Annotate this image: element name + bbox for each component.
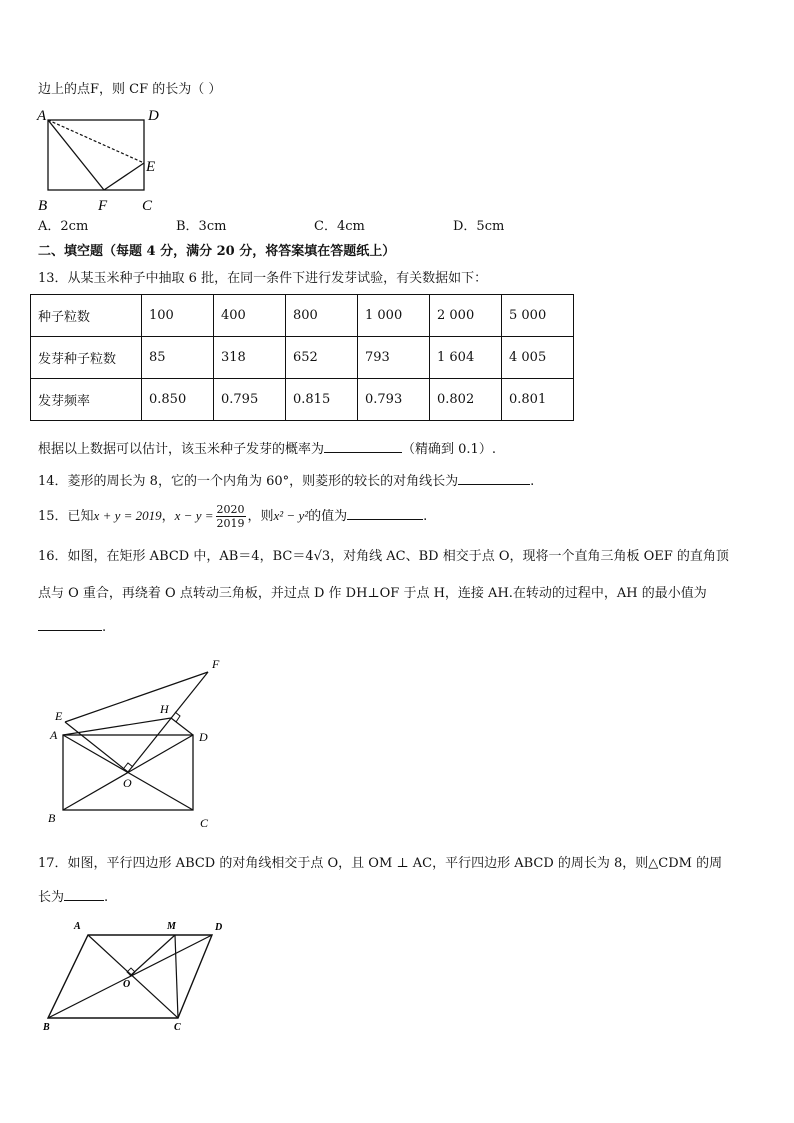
- q16-label-f: F: [212, 657, 220, 671]
- q17-line2-end: .: [104, 890, 109, 905]
- table-cell: 0.795: [214, 379, 286, 421]
- table-cell: 793: [358, 337, 430, 379]
- q16-end: .: [102, 620, 107, 635]
- table-cell: 种子粒数: [31, 295, 142, 337]
- q15-answer-blank[interactable]: [347, 507, 423, 520]
- table-cell: 0.850: [142, 379, 214, 421]
- table-cell: 发芽种子粒数: [31, 337, 142, 379]
- table-cell: 0.793: [358, 379, 430, 421]
- table-cell: 318: [214, 337, 286, 379]
- q17-label-a: A: [74, 921, 81, 932]
- q16-label-a: A: [50, 728, 58, 742]
- q15-post-pre-blank: 的值为: [308, 509, 348, 524]
- q12-stem-tail: 边上的点F，则 CF 的长为（ ）: [38, 82, 222, 97]
- q17-line1: 17．如图，平行四边形 ABCD 的对角线相交于点 O，且 OM ⊥ AC，平行四边形 ABCD 的周长为 8，则△CDM 的周: [38, 856, 723, 871]
- q15-mid: ，则: [247, 509, 274, 524]
- q16-label-b: B: [48, 811, 56, 825]
- q15-eq1: x + y = 2019: [93, 508, 162, 523]
- q15-pre: 15．已知: [38, 509, 94, 524]
- q13-answer-blank[interactable]: [324, 440, 402, 453]
- q16-label-h: H: [160, 702, 169, 716]
- q15-fraction: [216, 503, 246, 530]
- q16-line3: [38, 618, 106, 636]
- q12-label-e: E: [146, 159, 156, 175]
- q12-option-d: D．5cm: [453, 219, 505, 234]
- q13-stem: 13．从某玉米种子中抽取 6 批，在同一条件下进行发芽试验，有关数据如下：: [38, 271, 488, 286]
- q16-answer-blank[interactable]: [38, 618, 102, 631]
- table-cell: 85: [142, 337, 214, 379]
- q15-frac-num: 2020: [216, 503, 245, 516]
- q15-end: .: [423, 509, 428, 524]
- q12-option-c: C．4cm: [314, 219, 365, 234]
- q16-label-o: O: [123, 776, 132, 790]
- table-cell: 1 000: [358, 295, 430, 337]
- q17-answer-blank[interactable]: [64, 888, 104, 901]
- q17-label-b: B: [43, 1022, 50, 1033]
- q16-figure: [40, 650, 240, 835]
- table-cell: 400: [214, 295, 286, 337]
- q17-label-m: M: [167, 921, 176, 932]
- table-cell: 1 604: [430, 337, 502, 379]
- q16-label-c: C: [200, 816, 209, 830]
- q17-label-c: C: [174, 1022, 181, 1033]
- q17-line2-pre: 长为: [38, 890, 65, 905]
- table-cell: 4 005: [502, 337, 574, 379]
- q12-figure: [34, 102, 164, 214]
- q15-expr: x² − y²: [273, 508, 309, 523]
- table-cell: 0.802: [430, 379, 502, 421]
- table-row: [31, 295, 574, 337]
- table-cell: 2 000: [430, 295, 502, 337]
- q15-frac-den: 2019: [216, 517, 245, 530]
- q13-conclusion: [38, 440, 496, 458]
- table-cell: 发芽频率: [31, 379, 142, 421]
- q13-after-post: （精确到 0.1）.: [402, 442, 496, 457]
- table-cell: 652: [286, 337, 358, 379]
- section-heading: 二、填空题（每题 4 分，满分 20 分，将答案填在答题纸上）: [38, 244, 396, 259]
- table-cell: 5 000: [502, 295, 574, 337]
- q12-label-f: F: [98, 198, 108, 214]
- q14-answer-blank[interactable]: [458, 472, 530, 485]
- q14-pre: 14．菱形的周长为 8，它的一个内角为 60°，则菱形的较长的对角线长为: [38, 474, 459, 489]
- q12-label-d: D: [148, 108, 159, 124]
- table-row: [31, 337, 574, 379]
- table-row: [31, 379, 574, 421]
- table-cell: 0.815: [286, 379, 358, 421]
- q17-label-d: D: [215, 922, 223, 933]
- q12-label-b: B: [38, 198, 48, 214]
- q14-line: [38, 472, 534, 490]
- q15-eq2-lhs: x − y =: [174, 508, 214, 523]
- q12-option-b: B．3cm: [176, 219, 227, 234]
- q14-post: .: [530, 474, 535, 489]
- q16-label-d: D: [199, 730, 208, 744]
- q16-line1: 16．如图，在矩形 ABCD 中，AB＝4，BC＝4√3，对角线 AC、BD 相交于点 O，现将一个直角三角板 OEF 的直角顶: [38, 549, 729, 564]
- q17-line2: [38, 888, 108, 906]
- q17-figure: [40, 915, 240, 1035]
- q16-line2: 点与 O 重合，再绕着 O 点转动三角板，并过点 D 作 DH⊥OF 于点 H，连接 AH.在转动的过程中，AH 的最小值为: [38, 586, 707, 601]
- q12-option-a: A．2cm: [38, 219, 89, 234]
- q13-data-table: [30, 294, 574, 421]
- table-cell: 800: [286, 295, 358, 337]
- q17-label-o: O: [123, 979, 131, 990]
- table-cell: 100: [142, 295, 214, 337]
- q15-line: [38, 500, 427, 532]
- q13-after-pre: 根据以上数据可以估计，该玉米种子发芽的概率为: [38, 442, 325, 457]
- q12-label-c: C: [142, 198, 153, 214]
- q16-label-e: E: [55, 709, 63, 723]
- q12-label-a: A: [37, 108, 47, 124]
- table-cell: 0.801: [502, 379, 574, 421]
- q15-sep: ，: [161, 509, 175, 524]
